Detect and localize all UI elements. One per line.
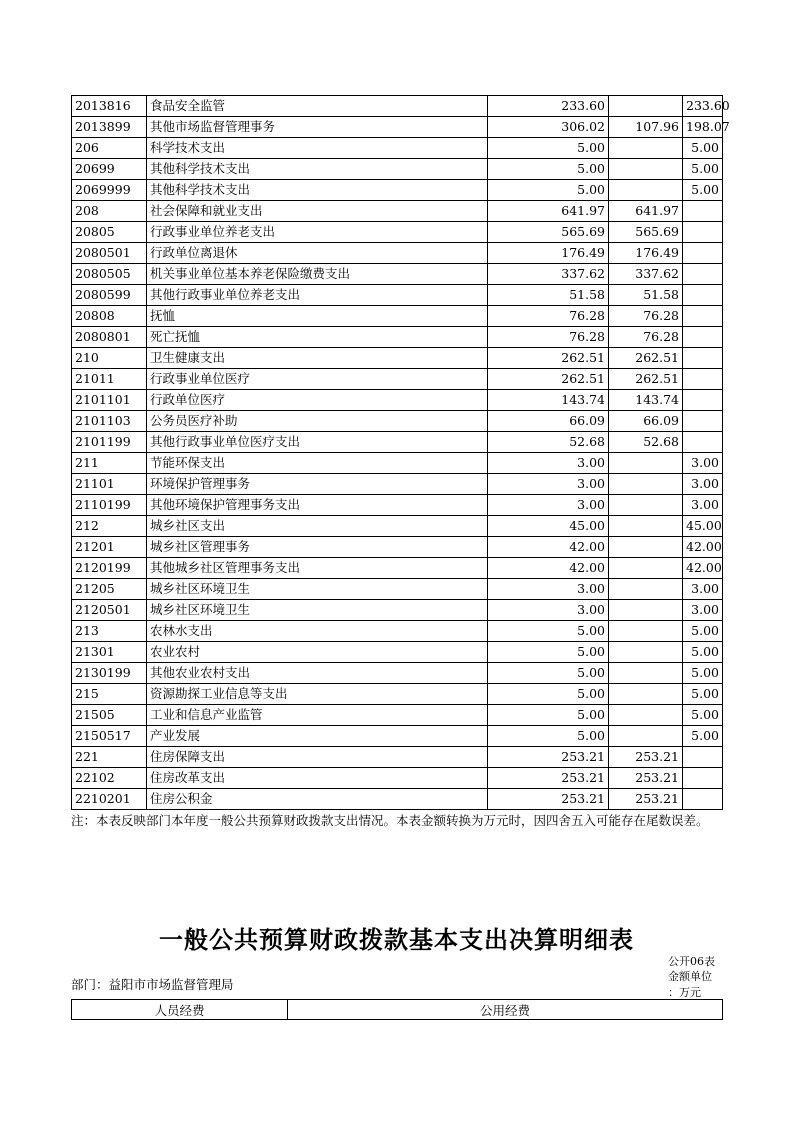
table-row <box>72 159 723 180</box>
cell-total: 262.51 <box>488 348 609 369</box>
cell-name: 城乡社区环境卫生 <box>147 600 488 621</box>
cell-name: 其他农业农村支出 <box>147 663 488 684</box>
cell-basic: 262.51 <box>609 369 683 390</box>
cell-project: 5.00 <box>683 180 723 201</box>
cell-basic: 565.69 <box>609 222 683 243</box>
cell-project <box>683 264 723 285</box>
cell-total: 3.00 <box>488 600 609 621</box>
section-title: 一般公共预算财政拨款基本支出决算明细表 <box>159 925 634 954</box>
cell-name: 产业发展 <box>147 726 488 747</box>
cell-name: 住房公积金 <box>147 789 488 810</box>
cell-basic: 641.97 <box>609 201 683 222</box>
cell-code: 2080501 <box>72 243 147 264</box>
cell-project: 5.00 <box>683 684 723 705</box>
table-row <box>72 537 723 558</box>
cell-total: 253.21 <box>488 768 609 789</box>
cell-basic <box>609 474 683 495</box>
table-body <box>72 96 730 810</box>
table-row <box>72 684 723 705</box>
cell-project: 5.00 <box>683 138 723 159</box>
cell-code: 2080801 <box>72 327 147 348</box>
cell-basic <box>609 159 683 180</box>
cell-name: 行政单位医疗 <box>147 390 488 411</box>
table-row <box>72 642 723 663</box>
cell-name: 其他科学技术支出 <box>147 159 488 180</box>
table-row <box>72 369 723 390</box>
cell-total: 5.00 <box>488 159 609 180</box>
cell-total: 5.00 <box>488 663 609 684</box>
table-row <box>72 96 723 117</box>
cell-project: 233.60 <box>683 96 723 117</box>
cell-code: 2120501 <box>72 600 147 621</box>
cell-code: 213 <box>72 621 147 642</box>
cell-basic <box>609 684 683 705</box>
table-row <box>72 747 723 768</box>
cell-project <box>683 390 723 411</box>
cell-project <box>683 369 723 390</box>
header-public: 公用经费 <box>288 1000 723 1020</box>
department-label: 部门：益阳市市场监督管理局 <box>71 977 234 992</box>
table-row <box>72 789 723 810</box>
cell-total: 5.00 <box>488 726 609 747</box>
cell-total: 233.60 <box>488 96 609 117</box>
cell-project <box>683 243 723 264</box>
cell-name: 公务员医疗补助 <box>147 411 488 432</box>
cell-name: 其他行政事业单位养老支出 <box>147 285 488 306</box>
cell-basic <box>609 600 683 621</box>
cell-basic: 143.74 <box>609 390 683 411</box>
cell-project: 3.00 <box>683 495 723 516</box>
cell-total: 641.97 <box>488 201 609 222</box>
cell-basic <box>609 516 683 537</box>
cell-name: 城乡社区环境卫生 <box>147 579 488 600</box>
table-row <box>72 600 723 621</box>
cell-total: 66.09 <box>488 411 609 432</box>
cell-name: 卫生健康支出 <box>147 348 488 369</box>
cell-basic: 176.49 <box>609 243 683 264</box>
cell-name: 其他城乡社区管理事务支出 <box>147 558 488 579</box>
cell-name: 行政单位离退休 <box>147 243 488 264</box>
cell-project: 3.00 <box>683 600 723 621</box>
table-row <box>72 306 723 327</box>
cell-name: 住房改革支出 <box>147 768 488 789</box>
cell-total: 76.28 <box>488 327 609 348</box>
cell-code: 2101101 <box>72 390 147 411</box>
cell-project: 5.00 <box>683 642 723 663</box>
table-row <box>72 201 723 222</box>
cell-code: 20808 <box>72 306 147 327</box>
cell-basic <box>609 537 683 558</box>
cell-code: 212 <box>72 516 147 537</box>
cell-code: 21201 <box>72 537 147 558</box>
cell-code: 21101 <box>72 474 147 495</box>
cell-total: 262.51 <box>488 369 609 390</box>
cell-project: 5.00 <box>683 159 723 180</box>
cell-name: 城乡社区管理事务 <box>147 537 488 558</box>
cell-total: 565.69 <box>488 222 609 243</box>
table-row <box>72 327 723 348</box>
cell-basic <box>609 558 683 579</box>
cell-basic: 337.62 <box>609 264 683 285</box>
cell-project: 5.00 <box>683 663 723 684</box>
cell-project <box>683 327 723 348</box>
cell-total: 3.00 <box>488 453 609 474</box>
basic-expenditure-header-table <box>71 999 723 1020</box>
cell-project: 198.07 <box>683 117 723 138</box>
cell-project: 3.00 <box>683 579 723 600</box>
table-row <box>72 453 723 474</box>
cell-total: 5.00 <box>488 684 609 705</box>
cell-code: 20805 <box>72 222 147 243</box>
cell-basic: 262.51 <box>609 348 683 369</box>
cell-project: 3.00 <box>683 453 723 474</box>
cell-project: 5.00 <box>683 726 723 747</box>
cell-code: 2120199 <box>72 558 147 579</box>
cell-name: 抚恤 <box>147 306 488 327</box>
cell-basic: 107.96 <box>609 117 683 138</box>
cell-project <box>683 222 723 243</box>
table-number: 公开06表 <box>668 955 715 968</box>
cell-code: 21011 <box>72 369 147 390</box>
cell-total: 337.62 <box>488 264 609 285</box>
cell-basic <box>609 663 683 684</box>
table-row <box>72 579 723 600</box>
cell-code: 2013816 <box>72 96 147 117</box>
table-note: 注：本表反映部门本年度一般公共预算财政拨款支出情况。本表金额转换为万元时，因四舍五入可能存在尾数误差。 <box>71 813 709 828</box>
table-row <box>72 117 723 138</box>
cell-basic <box>609 579 683 600</box>
cell-basic: 253.21 <box>609 747 683 768</box>
cell-total: 3.00 <box>488 579 609 600</box>
table-row <box>72 348 723 369</box>
cell-total: 5.00 <box>488 180 609 201</box>
cell-project: 45.00 <box>683 516 723 537</box>
cell-total: 52.68 <box>488 432 609 453</box>
header-row <box>72 1000 723 1020</box>
cell-name: 资源勘探工业信息等支出 <box>147 684 488 705</box>
cell-total: 5.00 <box>488 138 609 159</box>
cell-code: 20699 <box>72 159 147 180</box>
cell-code: 2013899 <box>72 117 147 138</box>
cell-basic <box>609 138 683 159</box>
table-row <box>72 663 723 684</box>
table-row <box>72 495 723 516</box>
cell-project: 3.00 <box>683 474 723 495</box>
cell-code: 21505 <box>72 705 147 726</box>
cell-code: 21205 <box>72 579 147 600</box>
cell-total: 42.00 <box>488 558 609 579</box>
unit-label: 金额单位 <box>668 970 712 983</box>
table-row <box>72 516 723 537</box>
cell-project <box>683 747 723 768</box>
cell-project <box>683 201 723 222</box>
cell-total: 5.00 <box>488 642 609 663</box>
cell-basic: 51.58 <box>609 285 683 306</box>
unit-value: ：万元 <box>668 986 701 999</box>
cell-project <box>683 348 723 369</box>
cell-total: 45.00 <box>488 516 609 537</box>
table-row <box>72 558 723 579</box>
cell-name: 住房保障支出 <box>147 747 488 768</box>
table-row <box>72 621 723 642</box>
cell-code: 211 <box>72 453 147 474</box>
cell-basic: 66.09 <box>609 411 683 432</box>
cell-total: 51.58 <box>488 285 609 306</box>
cell-code: 2101199 <box>72 432 147 453</box>
cell-project <box>683 411 723 432</box>
cell-name: 其他科学技术支出 <box>147 180 488 201</box>
cell-total: 5.00 <box>488 705 609 726</box>
cell-project: 5.00 <box>683 621 723 642</box>
cell-project <box>683 306 723 327</box>
cell-total: 76.28 <box>488 306 609 327</box>
cell-basic: 76.28 <box>609 327 683 348</box>
cell-total: 253.21 <box>488 789 609 810</box>
cell-code: 206 <box>72 138 147 159</box>
cell-code: 21301 <box>72 642 147 663</box>
table-row <box>72 411 723 432</box>
cell-name: 机关事业单位基本养老保险缴费支出 <box>147 264 488 285</box>
cell-total: 253.21 <box>488 747 609 768</box>
cell-name: 行政事业单位养老支出 <box>147 222 488 243</box>
cell-name: 农林水支出 <box>147 621 488 642</box>
expenditure-table <box>71 95 730 810</box>
cell-code: 221 <box>72 747 147 768</box>
cell-name: 行政事业单位医疗 <box>147 369 488 390</box>
cell-name: 社会保障和就业支出 <box>147 201 488 222</box>
cell-basic <box>609 453 683 474</box>
cell-basic <box>609 621 683 642</box>
cell-total: 42.00 <box>488 537 609 558</box>
cell-code: 2080505 <box>72 264 147 285</box>
cell-total: 143.74 <box>488 390 609 411</box>
cell-code: 2130199 <box>72 663 147 684</box>
table-row <box>72 138 723 159</box>
cell-name: 农业农村 <box>147 642 488 663</box>
cell-name: 其他环境保护管理事务支出 <box>147 495 488 516</box>
cell-code: 215 <box>72 684 147 705</box>
cell-total: 5.00 <box>488 621 609 642</box>
cell-name: 其他市场监督管理事务 <box>147 117 488 138</box>
cell-code: 2150517 <box>72 726 147 747</box>
cell-project <box>683 768 723 789</box>
cell-basic <box>609 726 683 747</box>
table-row <box>72 390 723 411</box>
table-row <box>72 768 723 789</box>
header-personnel: 人员经费 <box>72 1000 288 1020</box>
cell-code: 2210201 <box>72 789 147 810</box>
cell-name: 城乡社区支出 <box>147 516 488 537</box>
cell-project: 42.00 <box>683 537 723 558</box>
cell-name: 环境保护管理事务 <box>147 474 488 495</box>
table-row <box>72 705 723 726</box>
cell-total: 306.02 <box>488 117 609 138</box>
cell-code: 208 <box>72 201 147 222</box>
cell-code: 2101103 <box>72 411 147 432</box>
cell-basic: 76.28 <box>609 306 683 327</box>
cell-basic <box>609 642 683 663</box>
cell-basic: 52.68 <box>609 432 683 453</box>
cell-name: 工业和信息产业监管 <box>147 705 488 726</box>
cell-basic: 253.21 <box>609 789 683 810</box>
cell-basic: 253.21 <box>609 768 683 789</box>
table-row <box>72 474 723 495</box>
cell-basic <box>609 705 683 726</box>
cell-code: 2069999 <box>72 180 147 201</box>
cell-name: 食品安全监管 <box>147 96 488 117</box>
cell-project: 5.00 <box>683 705 723 726</box>
cell-code: 210 <box>72 348 147 369</box>
cell-project <box>683 789 723 810</box>
cell-basic <box>609 96 683 117</box>
cell-total: 176.49 <box>488 243 609 264</box>
cell-basic <box>609 180 683 201</box>
cell-project <box>683 285 723 306</box>
table-row <box>72 726 723 747</box>
cell-total: 3.00 <box>488 474 609 495</box>
cell-name: 科学技术支出 <box>147 138 488 159</box>
cell-project <box>683 432 723 453</box>
cell-code: 2080599 <box>72 285 147 306</box>
table-row <box>72 264 723 285</box>
cell-basic <box>609 495 683 516</box>
table-row <box>72 285 723 306</box>
table-row <box>72 432 723 453</box>
cell-project: 42.00 <box>683 558 723 579</box>
cell-name: 死亡抚恤 <box>147 327 488 348</box>
cell-code: 22102 <box>72 768 147 789</box>
cell-code: 2110199 <box>72 495 147 516</box>
table-row <box>72 180 723 201</box>
table-row <box>72 222 723 243</box>
table-row <box>72 243 723 264</box>
cell-total: 3.00 <box>488 495 609 516</box>
cell-name: 节能环保支出 <box>147 453 488 474</box>
cell-name: 其他行政事业单位医疗支出 <box>147 432 488 453</box>
